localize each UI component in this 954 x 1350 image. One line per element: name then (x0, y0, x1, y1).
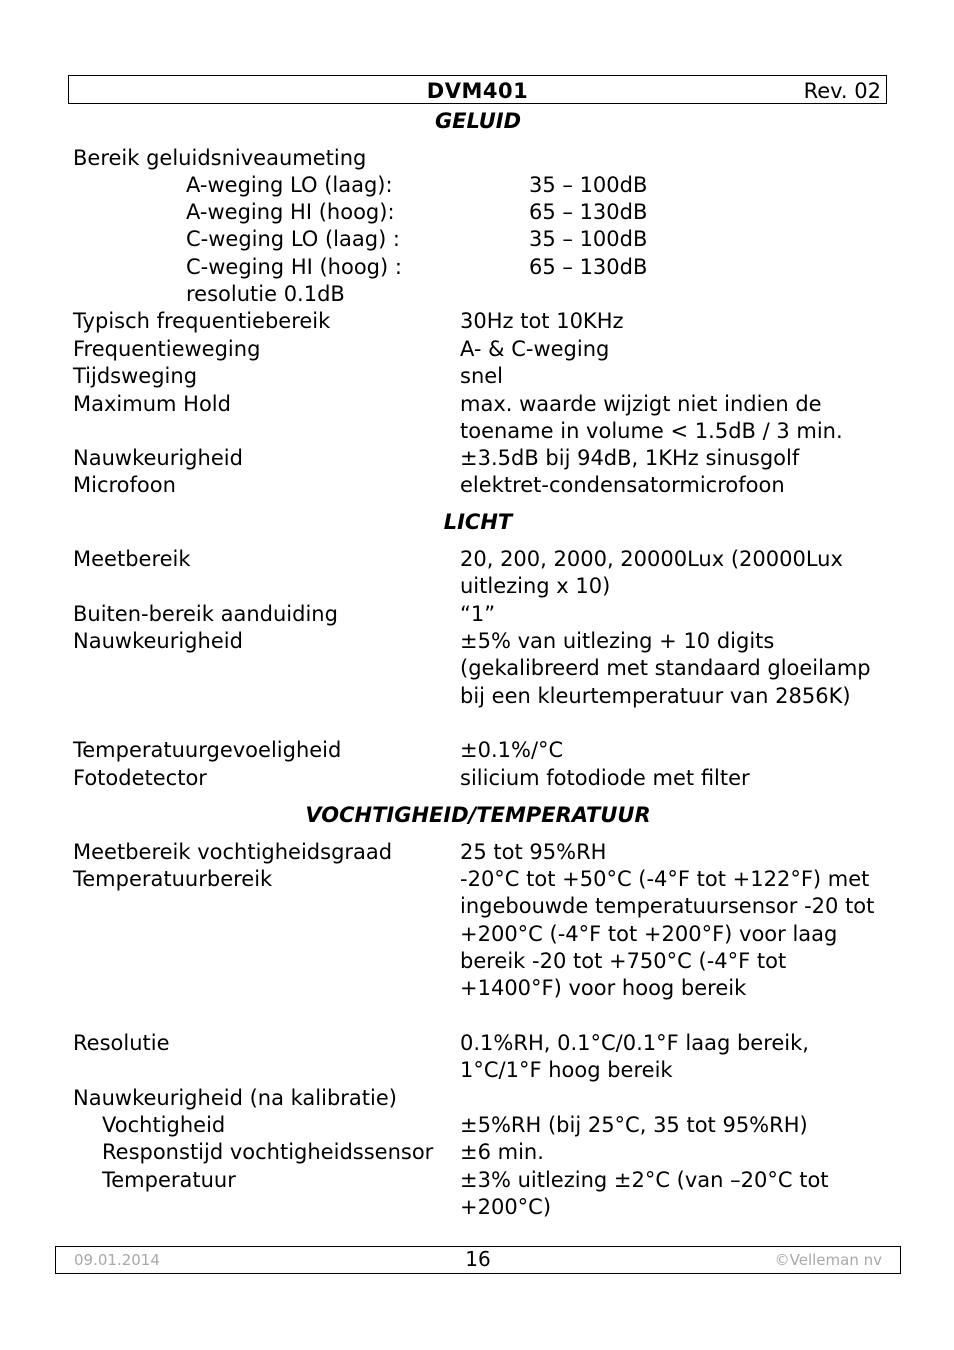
spec-label: Tijdsweging (73, 364, 198, 388)
spec-value: 65 – 130dB (529, 200, 648, 224)
spec-value: 20, 200, 2000, 20000Lux (20000Lux uitlezing x 10) (460, 547, 843, 599)
footer-date: 09.01.2014 (74, 1251, 160, 1269)
spec-label: Nauwkeurigheid (73, 629, 243, 653)
spec-value: ±0.1%/°C (460, 738, 564, 762)
spec-value: 65 – 130dB (529, 255, 648, 279)
spec-value: -20°C tot +50°C (-4°F tot +122°F) met ingebouwde temperatuursensor -20 tot +200°C (-4°F tot +200°F) voor laag bereik -20 tot +750°C (-4°F tot +1400°F) voor hoog bereik (460, 867, 875, 1001)
spec-value: 30Hz tot 10KHz (460, 309, 624, 333)
spec-value: silicium fotodiode met filter (460, 766, 750, 790)
spec-value: ±6 min. (460, 1140, 544, 1164)
spec-label: Typisch frequentiebereik (73, 309, 331, 333)
spec-label: Temperatuurgevoeligheid (73, 738, 342, 762)
spec-value: 0.1%RH, 0.1°C/0.1°F laag bereik, 1°C/1°F hoog bereik (460, 1031, 809, 1083)
spec-label: Meetbereik (73, 547, 191, 571)
spec-label: Temperatuur (102, 1168, 236, 1192)
spec-label: Resolutie (73, 1031, 170, 1055)
section-title-geluid: GELUID (434, 109, 522, 133)
spec-value: snel (460, 364, 504, 388)
spec-label: C-weging LO (laag) : (186, 227, 401, 251)
spec-label: Microfoon (73, 473, 176, 497)
spec-label: Nauwkeurigheid (na kalibratie) (73, 1086, 397, 1110)
spec-value: ±3% uitlezing ±2°C (van –20°C tot +200°C) (460, 1168, 829, 1220)
spec-value: 25 tot 95%RH (460, 840, 607, 864)
spec-value: elektret-condensatormicrofoon (460, 473, 785, 497)
model-number: DVM401 (426, 79, 529, 103)
spec-label: A-weging LO (laag): (186, 173, 393, 197)
spec-value: “1” (460, 602, 496, 626)
spec-label: Vochtigheid (102, 1113, 226, 1137)
spec-label: resolutie 0.1dB (186, 282, 345, 306)
spec-value: max. waarde wijzigt niet indien de toename in volume < 1.5dB / 3 min. (460, 392, 843, 444)
spec-label: C-weging HI (hoog) : (186, 255, 402, 279)
footer-copyright: ©Velleman nv (774, 1251, 882, 1269)
spec-label: Buiten-bereik aanduiding (73, 602, 338, 626)
page-footer (55, 1246, 901, 1274)
spec-label: Nauwkeurigheid (73, 446, 243, 470)
spec-value: ±5%RH (bij 25°C, 35 tot 95%RH) (460, 1113, 808, 1137)
spec-label: Meetbereik vochtigheidsgraad (73, 840, 393, 864)
page-number: 16 (465, 1247, 491, 1271)
page-header (68, 75, 887, 104)
spec-label: Maximum Hold (73, 392, 231, 416)
spec-value: 35 – 100dB (529, 227, 648, 251)
section-title-vochtigheid: VOCHTIGHEID/TEMPERATUUR (305, 803, 651, 827)
revision: Rev. 02 (803, 79, 881, 103)
spec-label: Responstijd vochtigheidssensor (102, 1140, 434, 1164)
spec-value: ±5% van uitlezing + 10 digits (gekalibreerd met standaard gloeilamp bij een kleurtemperatuur van 2856K) (460, 629, 871, 708)
spec-label: Temperatuurbereik (73, 867, 273, 891)
spec-value: A- & C-weging (460, 337, 610, 361)
spec-label: Fotodetector (73, 766, 207, 790)
spec-label: Frequentieweging (73, 337, 261, 361)
spec-value: ±3.5dB bij 94dB, 1KHz sinusgolf (460, 446, 800, 470)
spec-label: A-weging HI (hoog): (186, 200, 395, 224)
section-title-licht: LICHT (443, 510, 513, 534)
spec-value: 35 – 100dB (529, 173, 648, 197)
spec-label: Bereik geluidsniveaumeting (73, 146, 367, 170)
